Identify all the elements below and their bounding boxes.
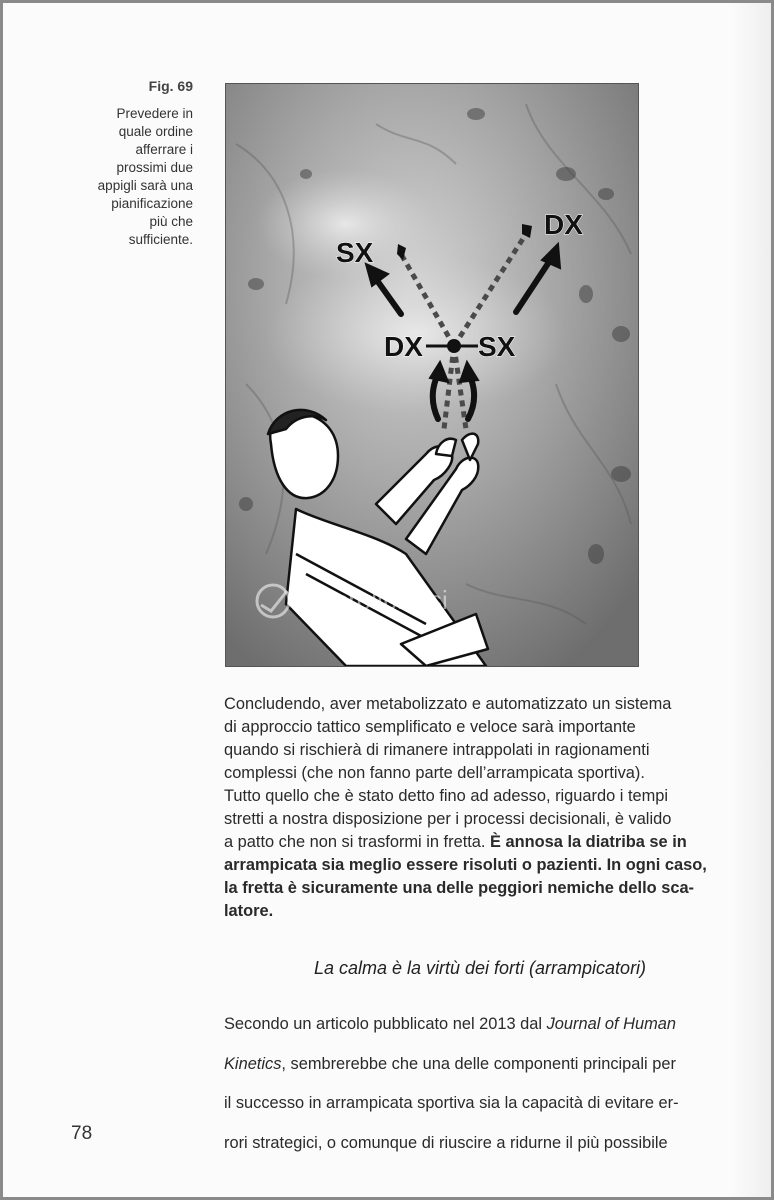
text-line: quando si rischierà di rimanere intrappolati in ragionamenti: [224, 741, 650, 759]
caption-line: Prevedere in: [116, 106, 193, 121]
figure-label: Fig. 69: [148, 78, 193, 94]
text-run: Secondo un articolo pubblicato nel 2013 dal: [224, 1015, 547, 1034]
figure-caption: [33, 77, 193, 249]
page-number: 78: [71, 1123, 93, 1144]
text-line: Concludendo, aver metabolizzato e automatizzato un sistema: [224, 695, 672, 713]
caption-line: appigli sarà una: [97, 178, 193, 193]
text-line: stretti a nostra disposizione per i processi decisionali, è valido: [224, 810, 672, 828]
bold-run: È annosa la diatriba se in: [490, 833, 687, 851]
bold-run: arrampicata sia meglio essere risoluti o pazienti. In ogni caso,: [224, 856, 707, 874]
caption-line: sufficiente.: [128, 232, 193, 247]
label-dx-top: DX: [544, 209, 583, 240]
caption-line: quale ordine: [118, 124, 193, 139]
bold-line: [224, 877, 736, 900]
text-line: [224, 1013, 736, 1036]
label-dx-middle: DX: [384, 331, 423, 362]
label-sx-top: SX: [336, 237, 374, 268]
caption-line: prossimi due: [116, 160, 193, 175]
text-run: , sembrerebbe che una delle componenti principali per: [281, 1054, 676, 1073]
bold-line: [224, 900, 736, 923]
text-line: Tutto quello che è stato detto fino ad adesso, riguardo i tempi: [224, 787, 669, 805]
italic-run: Kinetics: [224, 1054, 282, 1073]
caption-line: più che: [149, 214, 193, 229]
paragraph-1: [224, 693, 736, 923]
text-line: [224, 831, 736, 854]
book-page: [3, 3, 771, 1197]
bold-line: [224, 854, 736, 877]
paragraph-2: [224, 997, 736, 1171]
caption-line: pianificazione: [111, 196, 193, 211]
text-line: [224, 1053, 736, 1076]
text-run: a patto che non si trasformi in fretta.: [224, 833, 491, 851]
text-line: il successo in arrampicata sportiva sia la capacità di evitare er-: [224, 1094, 679, 1113]
text-line: di approccio tattico semplificato e veloce sarà importante: [224, 718, 636, 736]
label-sx-middle: SX: [478, 331, 516, 362]
text-line: complessi (che non fanno parte dell’arrampicata sportiva).: [224, 764, 645, 782]
caption-line: afferrare i: [135, 142, 193, 157]
climbing-illustration: [226, 84, 638, 666]
page-shadow: [731, 3, 771, 1197]
watermark-text: macrolibrarsi: [299, 585, 448, 615]
text-line: rori strategici, o comunque di riuscire a ridurne il più possibile: [224, 1133, 668, 1152]
climbing-figure: [225, 83, 639, 667]
bold-run: latore.: [224, 902, 274, 920]
bold-run: la fretta è sicuramente una delle peggiori nemiche dello sca-: [224, 879, 695, 897]
italic-run: Journal of Human: [546, 1015, 676, 1034]
section-title: La calma è la virtù dei forti (arrampicatori): [313, 958, 647, 978]
